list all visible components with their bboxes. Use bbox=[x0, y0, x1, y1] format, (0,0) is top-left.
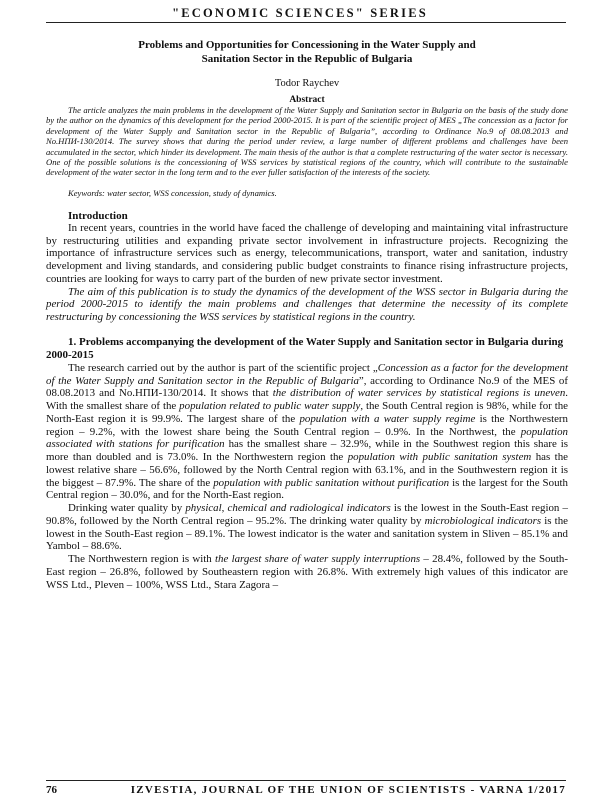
abstract-text: The article analyzes the main problems in the development of the Water Supply and Sanitation sector in Bulgaria on the basis of the study done by the author on the dynamics of this development for the period 2000-2015. It is part of the scientific project of MES „The concession as a factor for development of the Water Supply and Sanitation sector in the Republic of Bulgaria”, according to Ordinance No.9 of 08.08.2013 and No.НПИ-130/2014. The survey shows that during the period under review, a large number of different problems and challenges have been accumulated in the sector, which hinder its development. The main thesis of the author is that a complete restructuring of the water sector is necessary. One of the possible solutions is the concessioning of WSS services by statistical regions of the country, which will contribute to the sustainable development of the water sector in the long term and to the ever fuller satisfaction of the interests of the society. bbox=[46, 105, 568, 178]
text-run: is the Northwestern region – 9.2%, with the lowest share being the South Central region – 0.9%. In the Northwest, the bbox=[46, 412, 569, 438]
section-1-heading: 1. Problems accompanying the development of the Water Supply and Sanitation sector in Bulgaria during 2000-2015 bbox=[46, 335, 564, 361]
article-title-line-1: Problems and Opportunities for Concessioning in the Water Supply and bbox=[138, 39, 476, 51]
introduction-heading: Introduction bbox=[68, 209, 128, 222]
article-title bbox=[46, 38, 568, 66]
text-run: . With the smallest share of the bbox=[46, 387, 568, 413]
author-name: Todor Raychev bbox=[274, 78, 340, 89]
project-name-emphasis: Concession as a factor for the development of the Water Supply and Sanitation sector in the Republic of Bulgaria bbox=[46, 361, 568, 387]
text-run: is the largest for the South Central region – 30.0%, and for the North-East region. bbox=[46, 476, 568, 502]
text-run: The research carried out by the author is part of the scientific project „ bbox=[68, 361, 378, 374]
text-run: The Northwestern region is with bbox=[68, 553, 215, 566]
keywords: Keywords: water sector, WSS concession, study of dynamics. bbox=[68, 187, 277, 198]
abstract-heading: Abstract bbox=[289, 95, 325, 105]
text-run: has the lowest relative share – 56.6%, followed by the North Central region with 63.1%, and in the Southwestern region it is the biggest – 87.9%. The share of the bbox=[46, 451, 568, 489]
text-run: is the lowest in the South-East region – 89.1%. The lowest indicator is the water and sanitation system in Sliven – 85.1% and Yambol – 88.6%. bbox=[46, 514, 568, 553]
text-run: – 28.4%, followed by the South-East region – 26.8%, followed by Southeastern region with 26.8%. With extremely high values of this indicator are WSS Ltd., Pleven – 100%, WSS Ltd., Stara Zagora – bbox=[46, 553, 568, 591]
introduction-paragraph-2: The aim of this publication is to study the dynamics of the development of the WSS sector in Bulgaria during the period 2000-2015 to identify the main problems and challenges that determine the necessity of its complete restructuring by concessioning the WSS services by statistical regions in the country. bbox=[46, 285, 568, 324]
emphasis: microbiological indicators bbox=[424, 514, 542, 527]
emphasis: population related to public water supply bbox=[179, 400, 361, 413]
section-1-paragraph-2 bbox=[46, 502, 568, 553]
text-run: , the South Central region is 98%, while for the North-East region it is 99.9%. The largest share of the bbox=[46, 400, 568, 425]
emphasis: the largest share of water supply interruptions bbox=[215, 553, 421, 566]
header-divider bbox=[46, 22, 566, 23]
section-1-paragraph-1 bbox=[46, 362, 568, 502]
emphasis: physical, chemical and radiological indicators bbox=[185, 502, 391, 515]
series-header: "ECONOMIC SCIENCES" SERIES bbox=[172, 6, 428, 20]
text-run: has the smallest share – 32.9%, while in the Southwest region this share is more than doubled and is 73.0%. In the Northwestern region the bbox=[46, 438, 568, 464]
emphasis: the distribution of water services by statistical regions is uneven bbox=[272, 387, 566, 400]
emphasis: population with public sanitation without purification bbox=[213, 476, 450, 489]
article-title-line-2: Sanitation Sector in the Republic of Bulgaria bbox=[201, 53, 413, 65]
section-1-paragraph-3 bbox=[46, 553, 568, 591]
text-run: is the lowest in the South-East region – 90.8%, followed by the North Central region – 95.2%. The drinking water quality by bbox=[46, 502, 568, 527]
page-number: 76 bbox=[46, 784, 57, 796]
text-run: ”, according to Ordinance No.9 of the MES of 08.08.2013 and No.НПИ-130/2014. It shows that bbox=[46, 374, 568, 400]
page-content bbox=[46, 36, 568, 591]
footer-divider bbox=[46, 780, 566, 781]
emphasis: population associated with stations for purification bbox=[46, 425, 568, 451]
emphasis: population with a water supply regime bbox=[299, 412, 476, 425]
journal-name: IZVESTIA, JOURNAL OF THE UNION OF SCIENTISTS - VARNA 1/2017 bbox=[130, 784, 566, 796]
introduction-paragraph-1: In recent years, countries in the world have faced the challenge of developing and maintaining vital infrastructure by restructuring utilities and expanding private sector involvement in infrastructure projects. Recognizing the importance of infrastructure services such as energy, telecommunications, transport, water and sanitation, industry development and living standards, and considering public budget constraints to finance rising infrastructure projects, countries are looking for ways to carry part of the burden of new private sector investment. bbox=[46, 221, 568, 285]
text-run: Drinking water quality by bbox=[68, 502, 186, 515]
emphasis: population with public sanitation system bbox=[347, 451, 532, 464]
